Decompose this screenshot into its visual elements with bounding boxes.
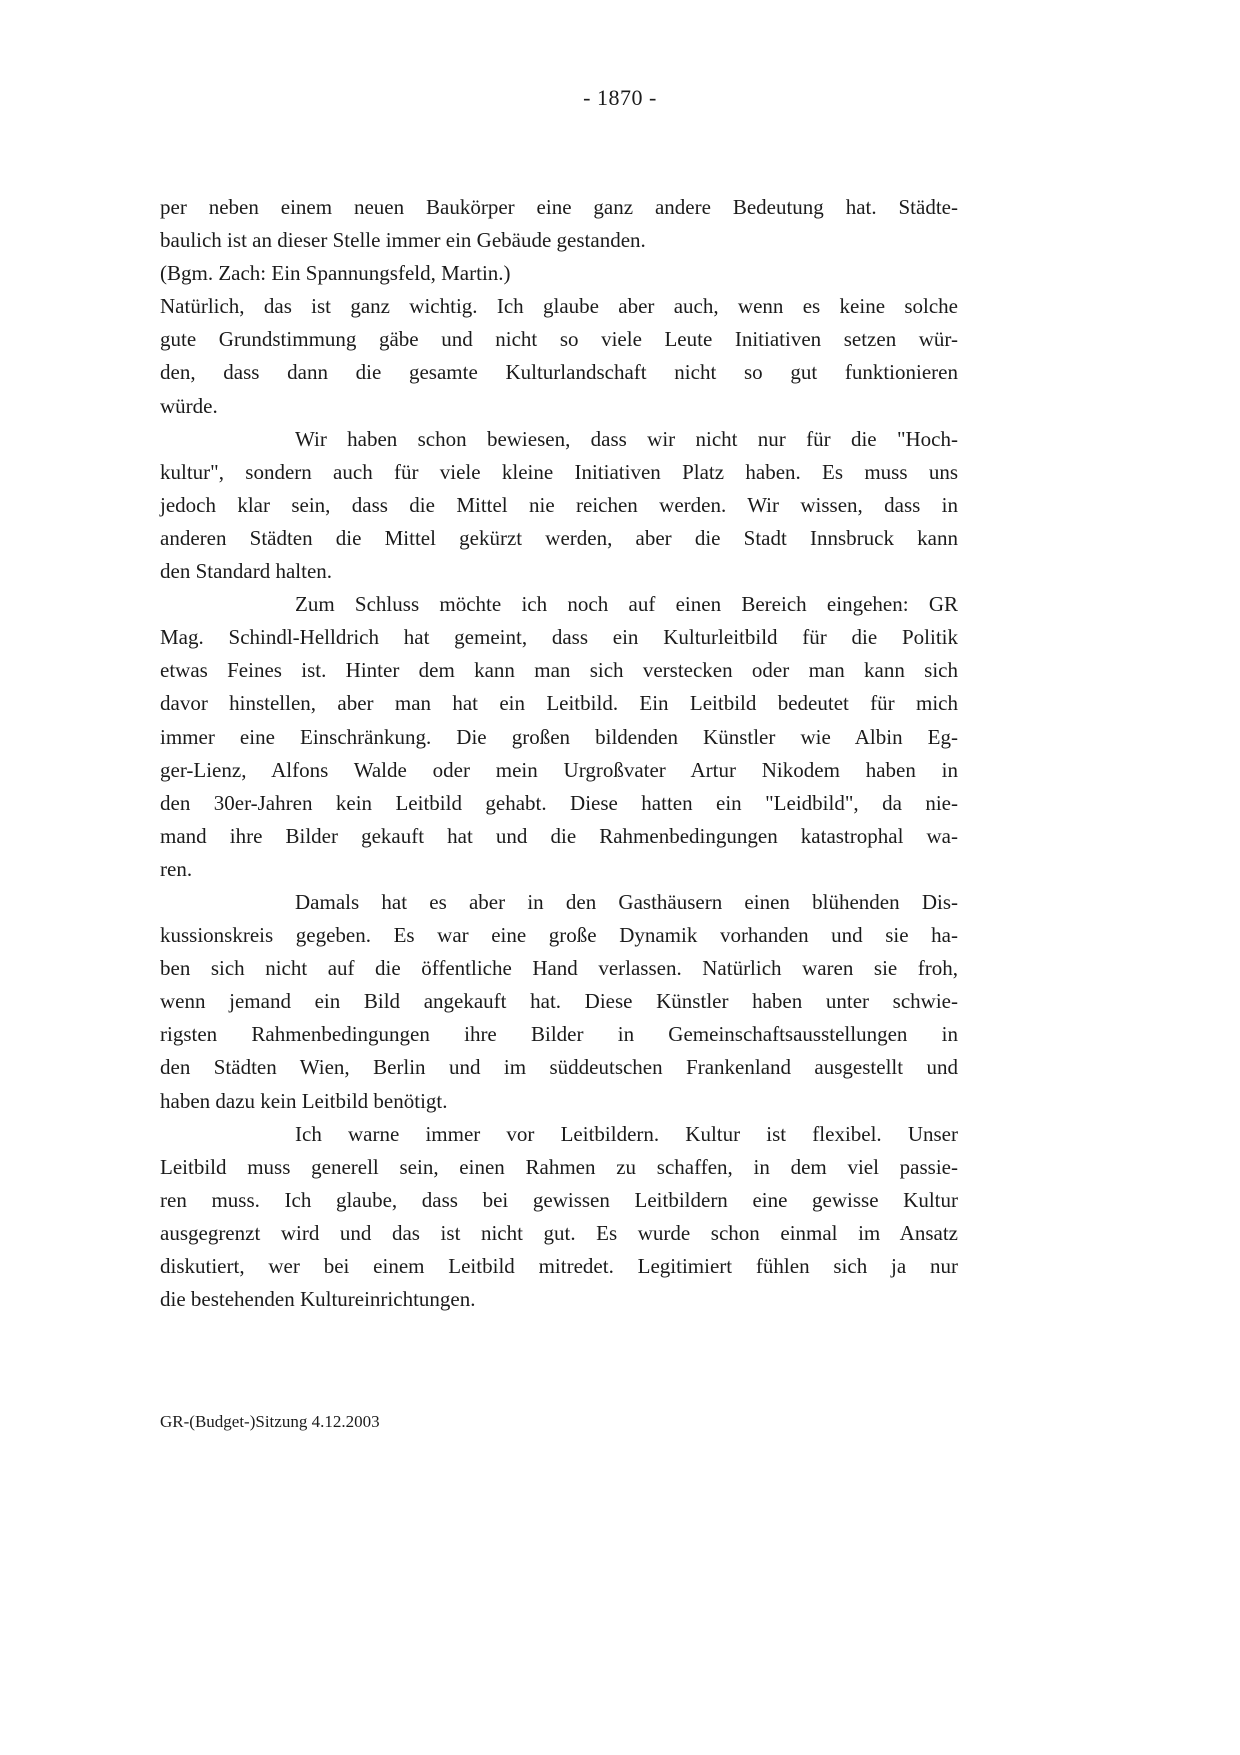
text-line: ger-Lienz, Alfons Walde oder mein Urgroßvater Artur Nikodem haben in bbox=[160, 757, 958, 782]
paragraph bbox=[160, 191, 958, 257]
text-line: ben sich nicht auf die öffentliche Hand verlassen. Natürlich waren sie froh, bbox=[160, 956, 958, 981]
paragraph bbox=[160, 290, 958, 422]
text-line: baulich ist an dieser Stelle immer ein Gebäude gestanden. bbox=[160, 228, 646, 253]
text-line: die bestehenden Kultureinrichtungen. bbox=[160, 1287, 476, 1312]
text-line: mand ihre Bilder gekauft hat und die Rahmenbedingungen katastrophal wa- bbox=[160, 823, 958, 848]
text-line: diskutiert, wer bei einem Leitbild mitredet. Legitimiert fühlen sich ja nur bbox=[160, 1254, 958, 1278]
text-line: wenn jemand ein Bild angekauft hat. Diese Künstler haben unter schwie- bbox=[160, 989, 958, 1014]
paragraph bbox=[160, 588, 958, 886]
text-line: davor hinstellen, aber man hat ein Leitbild. Ein Leitbild bedeutet für mich bbox=[160, 691, 958, 716]
text-line: immer eine Einschränkung. Die großen bildenden Künstler wie Albin Eg- bbox=[160, 724, 958, 749]
text-line: würde. bbox=[160, 393, 218, 418]
paragraph bbox=[160, 1118, 958, 1317]
text-line: etwas Feines ist. Hinter dem kann man sich verstecken oder man kann sich bbox=[160, 658, 958, 683]
text-line: rigsten Rahmenbedingungen ihre Bilder in Gemeinschaftsausstellungen in bbox=[160, 1022, 958, 1047]
text-line: ausgegrenzt wird und das ist nicht gut. Es wurde schon einmal im Ansatz bbox=[160, 1220, 958, 1245]
text-line: Natürlich, das ist ganz wichtig. Ich glaube aber auch, wenn es keine solche bbox=[160, 294, 958, 319]
document-body bbox=[160, 191, 958, 1316]
footer-session-label: GR-(Budget-)Sitzung 4.12.2003 bbox=[160, 1412, 380, 1431]
text-line: den Standard halten. bbox=[160, 559, 333, 584]
text-line: Leitbild muss generell sein, einen Rahmen zu schaffen, in dem viel passie- bbox=[160, 1154, 958, 1179]
page-number: - 1870 - bbox=[583, 85, 657, 110]
text-line: per neben einem neuen Baukörper eine ganz andere Bedeutung hat. Städte- bbox=[160, 195, 958, 219]
text-line: den Städten Wien, Berlin und im süddeutschen Frankenland ausgestellt und bbox=[160, 1055, 958, 1080]
text-line: Ich warne immer vor Leitbildern. Kultur ist flexibel. Unser bbox=[295, 1121, 958, 1146]
text-line: den 30er-Jahren kein Leitbild gehabt. Diese hatten ein "Leidbild", da nie- bbox=[160, 790, 958, 815]
text-line: jedoch klar sein, dass die Mittel nie reichen werden. Wir wissen, dass in bbox=[160, 492, 958, 517]
text-line: Mag. Schindl-Helldrich hat gemeint, dass ein Kulturleitbild für die Politik bbox=[160, 625, 958, 650]
text-line: haben dazu kein Leitbild benötigt. bbox=[160, 1088, 448, 1113]
text-line: (Bgm. Zach: Ein Spannungsfeld, Martin.) bbox=[160, 261, 511, 286]
text-line: kussionskreis gegeben. Es war eine große Dynamik vorhanden und sie ha- bbox=[160, 923, 958, 948]
paragraph bbox=[160, 423, 958, 588]
paragraph bbox=[160, 257, 958, 290]
text-line: Damals hat es aber in den Gasthäusern einen blühenden Dis- bbox=[295, 889, 958, 914]
text-line: gute Grundstimmung gäbe und nicht so viele Leute Initiativen setzen wür- bbox=[160, 327, 958, 352]
text-line: den, dass dann die gesamte Kulturlandschaft nicht so gut funktionieren bbox=[160, 360, 958, 385]
text-line: ren muss. Ich glaube, dass bei gewissen Leitbildern eine gewisse Kultur bbox=[160, 1187, 958, 1212]
text-line: Wir haben schon bewiesen, dass wir nicht nur für die "Hoch- bbox=[295, 426, 958, 451]
text-line: Zum Schluss möchte ich noch auf einen Bereich eingehen: GR bbox=[295, 592, 958, 617]
text-line: ren. bbox=[160, 856, 193, 881]
text-line: kultur", sondern auch für viele kleine Initiativen Platz haben. Es muss uns bbox=[160, 459, 958, 484]
text-line: anderen Städten die Mittel gekürzt werden, aber die Stadt Innsbruck kann bbox=[160, 525, 958, 550]
paragraph bbox=[160, 886, 958, 1118]
